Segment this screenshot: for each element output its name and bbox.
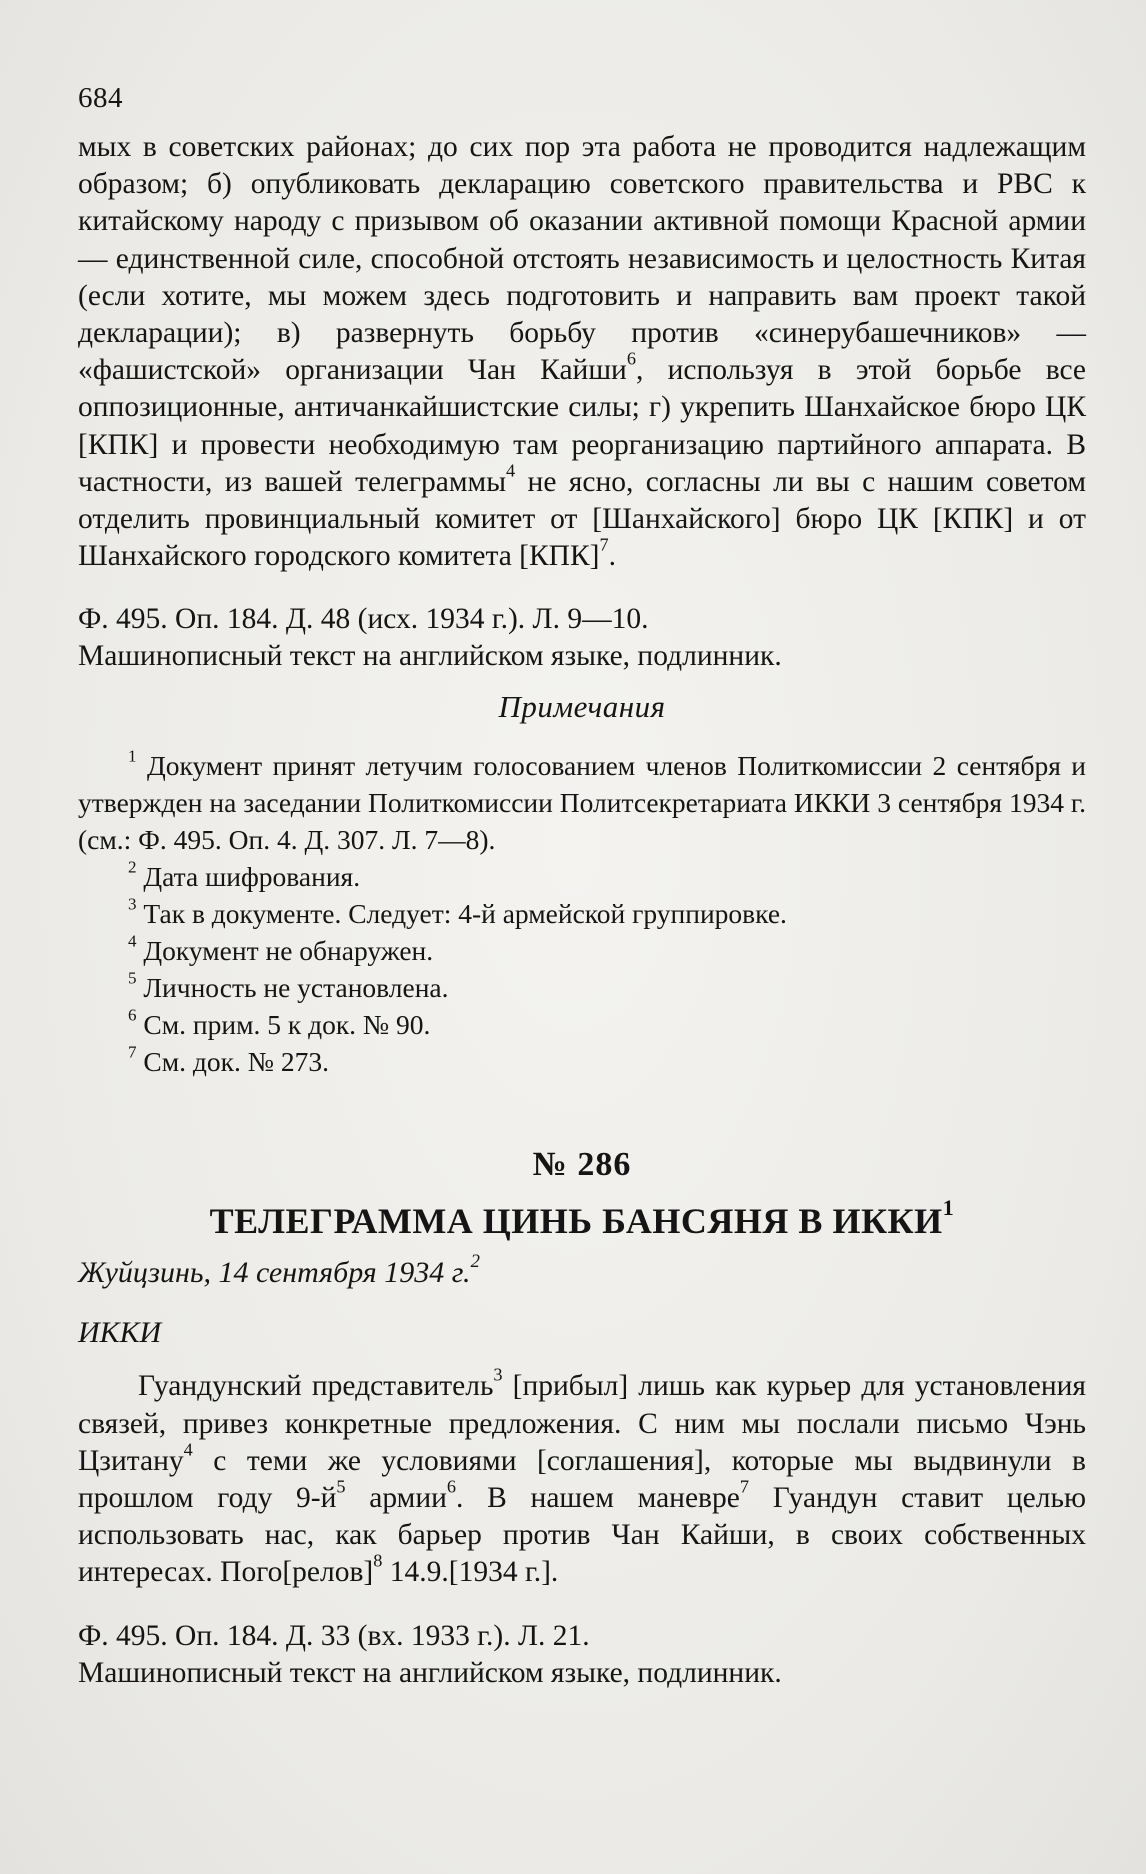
note-item	[78, 932, 1086, 969]
note-item	[78, 895, 1086, 932]
body-text: . В нашем маневре	[456, 1482, 740, 1515]
note-text: Документ не обнаружен.	[143, 935, 434, 967]
note-number: 4	[128, 931, 137, 951]
addressee: ИККИ	[78, 1316, 162, 1350]
note-item	[78, 747, 1086, 858]
note-number: 2	[128, 857, 137, 877]
dateline-text: Жуйцзинь, 14 сентября 1934 г.	[78, 1256, 471, 1290]
document-title	[78, 1195, 1086, 1242]
continuation-text: .	[608, 540, 616, 573]
page-number: 684	[78, 82, 123, 114]
note-item	[78, 1043, 1086, 1080]
note-text: См. док. № 273.	[143, 1046, 329, 1078]
note-text: См. прим. 5 к док. № 90.	[143, 1009, 431, 1041]
continuation-paragraph	[78, 129, 1086, 575]
body-text: с теми же условиями [соглашения], которые мы выдвинули в прошлом году 9-й	[78, 1444, 1086, 1515]
source-citation	[78, 601, 1086, 675]
notes-list	[78, 747, 1086, 1080]
document-body	[78, 1364, 1086, 1591]
note-number: 5	[128, 968, 137, 988]
document-number: № 286	[532, 1146, 632, 1184]
footnote-ref[interactable]: 6	[446, 1476, 457, 1497]
note-text: Личность не установлена.	[143, 972, 449, 1004]
body-text: армии	[345, 1482, 447, 1515]
document-title-text: ТЕЛЕГРАММА ЦИНЬ БАНСЯНЯ В ИККИ	[209, 1201, 943, 1242]
body-text: [прибыл] лишь как курьер для установления связей, привез конкретные предложения. С ним мы послали письмо Чэнь Цзитану	[78, 1370, 1086, 1477]
footnote-ref[interactable]: 4	[183, 1439, 193, 1460]
notes-heading: Примечания	[498, 689, 666, 725]
note-text: Так в документе. Следует: 4-й армейской группировке.	[143, 898, 787, 930]
footnote-ref[interactable]: 3	[493, 1364, 503, 1385]
footnote-ref[interactable]: 5	[336, 1476, 346, 1497]
continuation-text: мых в советских районах; до сих пор эта работа не проводится надлежащим образом; б) опубликовать декларацию советского правительства и РВС к китайскому народу с призывом об оказании активной помощи Красной армии — единственной силе, способной отстоять независимость и целостность Китая (если хотите, мы можем здесь подготовить и направить вам проект такой декларации); в) развернуть борьбу против «синерубашечников» — «фашистской» организации Чан Кайши	[78, 131, 1086, 387]
note-item	[78, 1006, 1086, 1043]
note-number: 3	[128, 894, 137, 914]
note-number: 1	[128, 746, 137, 766]
archive-reference: Ф. 495. Оп. 184. Д. 48 (исх. 1934 г.). Л. 9—10.	[78, 603, 649, 636]
footnote-ref[interactable]: 7	[599, 534, 609, 555]
footnote-ref[interactable]: 7	[739, 1476, 749, 1497]
note-number: 7	[128, 1042, 137, 1062]
footnote-ref[interactable]: 2	[470, 1251, 480, 1273]
archive-reference: Ф. 495. Оп. 184. Д. 33 (вх. 1933 г.). Л. 21.	[78, 1619, 590, 1652]
body-text: Гуандун ставит целью использовать нас, как барьер против Чан Кайши, в своих собственных интересах. Пого[релов]	[78, 1482, 1086, 1589]
note-number: 6	[128, 1005, 137, 1025]
footnote-ref[interactable]: 6	[626, 348, 636, 369]
continuation-text: не ясно, согласны ли вы с нашим советом отделить провинциальный комитет от [Шанхайского] бюро ЦК [КПК] и от Шанхайского городского комитета [КПК]	[78, 465, 1087, 573]
body-text: 14.9.[1934 г.].	[382, 1556, 559, 1589]
note-text: Документ принят летучим голосованием членов Политкомиссии 2 сентября и утвержден на заседании Политкомиссии Политсекретариата ИККИ 3 сентября 1934 г. (см.: Ф. 495. Оп. 4. Д. 307. Л. 7—8).	[78, 750, 1086, 856]
footnote-ref[interactable]: 1	[942, 1195, 955, 1221]
footnote-ref[interactable]: 4	[506, 460, 516, 481]
continuation-text: , используя в этой борьбе все оппозиционные, античанкайшистские силы; г) укрепить Шанхайское бюро ЦК [КПК] и провести необходимую там реорганизацию партийного аппарата. В частности, из вашей телеграммы	[78, 354, 1086, 498]
note-text: Дата шифрования.	[143, 861, 361, 893]
text-description: Машинописный текст на английском языке, подлинник.	[78, 1656, 782, 1689]
footnote-ref[interactable]: 8	[373, 1550, 383, 1571]
note-item	[78, 858, 1086, 895]
note-item	[78, 969, 1086, 1006]
body-text: Гуандунский представитель	[138, 1370, 494, 1403]
source-citation	[78, 1618, 1086, 1692]
dateline	[78, 1251, 1086, 1290]
text-description: Машинописный текст на английском языке, подлинник.	[78, 640, 782, 673]
